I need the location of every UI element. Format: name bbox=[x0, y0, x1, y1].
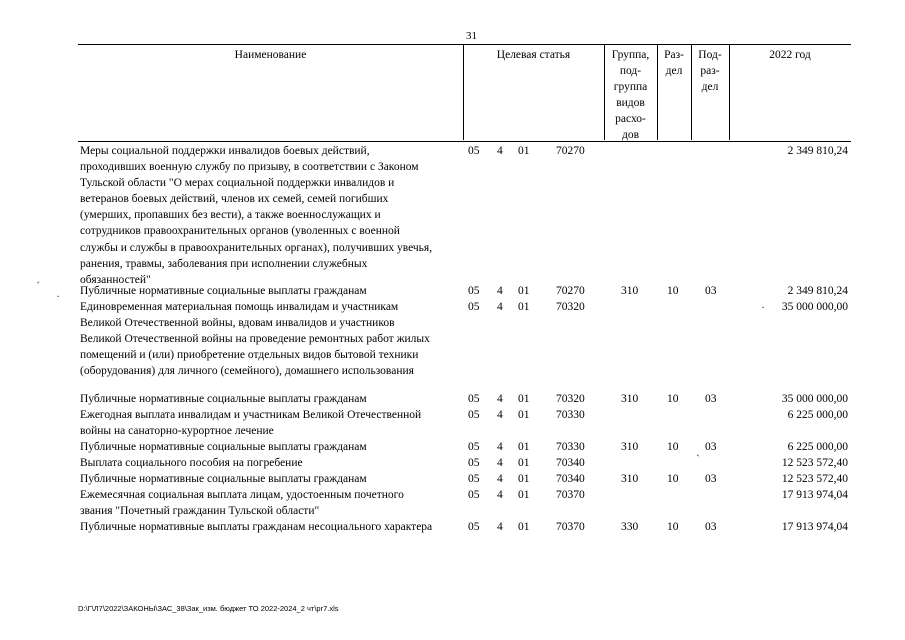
header-section: Раз- дел bbox=[664, 49, 684, 77]
cell-amount-2022: 35 000 000,00 bbox=[781, 393, 848, 405]
cell-measure: 01 bbox=[518, 145, 530, 157]
cell-amount-2022: 35 000 000,00 bbox=[781, 301, 848, 313]
cell-program: 05 bbox=[468, 145, 480, 157]
cell-subprogram: 4 bbox=[497, 409, 503, 421]
scan-mark: · bbox=[56, 289, 60, 303]
cell-subprogram: 4 bbox=[497, 489, 503, 501]
cell-amount-2022: 17 913 974,04 bbox=[781, 489, 848, 501]
cell-amount-2022: 12 523 572,40 bbox=[781, 473, 848, 485]
cell-expense-group: 310 bbox=[621, 473, 639, 485]
header-group: Группа, под- группа видов расхо- дов bbox=[611, 49, 650, 141]
cell-subsection: 03 bbox=[705, 285, 717, 297]
cell-amount-2022: 17 913 974,04 bbox=[781, 521, 848, 533]
cell-measure: 01 bbox=[518, 441, 530, 453]
cell-amount-2022: 12 523 572,40 bbox=[781, 457, 848, 469]
cell-code: 70330 bbox=[556, 409, 585, 421]
row-name-line: Публичные нормативные выплаты гражданам несоциального характера bbox=[80, 521, 433, 533]
cell-measure: 01 bbox=[518, 489, 530, 501]
cell-subprogram: 4 bbox=[497, 285, 503, 297]
row-name bbox=[80, 439, 465, 455]
cell-section: 10 bbox=[667, 285, 679, 297]
row-name bbox=[80, 283, 465, 299]
row-name-line: Публичные нормативные социальные выплаты гражданам bbox=[80, 441, 367, 453]
cell-program: 05 bbox=[468, 393, 480, 405]
cell-expense-group: 310 bbox=[621, 441, 639, 453]
cell-amount-2022: 2 349 810,24 bbox=[787, 145, 848, 157]
cell-section: 10 bbox=[667, 521, 679, 533]
row-name-line: Единовременная материальная помощь инвалидам и участникам bbox=[80, 301, 399, 313]
cell-code: 70320 bbox=[556, 393, 585, 405]
row-name-line: ветеранов боевых действий, членов их семей, семей погибших bbox=[80, 193, 389, 206]
cell-section: 10 bbox=[667, 441, 679, 453]
row-name-line: (умерших, пропавших без вести), а также военнослужащих и bbox=[80, 209, 381, 222]
row-name-line: помещений и (или) приобретение отдельных видов бытовой техники bbox=[80, 349, 419, 362]
cell-measure: 01 bbox=[518, 409, 530, 421]
row-name bbox=[80, 391, 465, 407]
row-name-line: Меры социальной поддержки инвалидов боевых действий, bbox=[80, 145, 370, 157]
cell-subsection: 03 bbox=[705, 473, 717, 485]
cell-program: 05 bbox=[468, 301, 480, 313]
row-name-line: Великой Отечественной войны, вдовам инвалидов и участников bbox=[80, 317, 395, 330]
row-name-line: (оборудования) для личного (семейного), домашнего использования bbox=[80, 365, 414, 378]
cell-section: 10 bbox=[667, 473, 679, 485]
cell-expense-group: 310 bbox=[621, 285, 639, 297]
row-name-line: сотрудников правоохранительных органов (уволенных с военной bbox=[80, 225, 400, 238]
cell-measure: 01 bbox=[518, 285, 530, 297]
cell-amount-2022: 6 225 000,00 bbox=[787, 441, 848, 453]
cell-amount-2022: 2 349 810,24 bbox=[787, 285, 848, 297]
cell-code: 70370 bbox=[556, 489, 585, 501]
row-name bbox=[80, 455, 465, 471]
cell-subsection: 03 bbox=[705, 393, 717, 405]
page-number: 31 bbox=[466, 30, 477, 42]
cell-code: 70340 bbox=[556, 473, 585, 485]
row-name-line: обязанностей" bbox=[80, 273, 151, 286]
row-name-line: Ежемесячная социальная выплата лицам, удостоенным почетного bbox=[80, 489, 404, 501]
cell-subprogram: 4 bbox=[497, 393, 503, 405]
row-name bbox=[80, 407, 465, 439]
cell-code: 70330 bbox=[556, 441, 585, 453]
row-name-line: войны на санаторно-курортное лечение bbox=[80, 425, 274, 438]
row-name-line: проходивших военную службу по призыву, в соответствии с Законом bbox=[80, 161, 419, 174]
scan-mark: ´ bbox=[36, 279, 40, 293]
cell-program: 05 bbox=[468, 521, 480, 533]
cell-subprogram: 4 bbox=[497, 301, 503, 313]
file-path-footer: D:\Г\Л7\2022\ЗАКОНЫ\ЗАС_38\Зак_изм. бюджет ТО 2022-2024_2 чт\pr7.xls bbox=[78, 604, 339, 613]
row-name-line: Тульской области "О мерах социальной поддержки инвалидов и bbox=[80, 177, 395, 190]
cell-expense-group: 310 bbox=[621, 393, 639, 405]
cell-subprogram: 4 bbox=[497, 145, 503, 157]
row-name bbox=[80, 487, 465, 519]
cell-section: 10 bbox=[667, 393, 679, 405]
scan-mark: · bbox=[761, 300, 765, 314]
cell-program: 05 bbox=[468, 489, 480, 501]
row-name bbox=[80, 519, 465, 535]
cell-program: 05 bbox=[468, 457, 480, 469]
cell-measure: 01 bbox=[518, 301, 530, 313]
header-year: 2022 год bbox=[769, 49, 811, 61]
row-name bbox=[80, 143, 465, 288]
row-name bbox=[80, 299, 465, 379]
cell-program: 05 bbox=[468, 441, 480, 453]
header-name: Наименование bbox=[234, 49, 307, 61]
cell-subsection: 03 bbox=[705, 521, 717, 533]
scan-mark: ` bbox=[696, 452, 700, 466]
row-name-line: Ежегодная выплата инвалидам и участникам Великой Отечественной bbox=[80, 409, 422, 421]
cell-code: 70340 bbox=[556, 457, 585, 469]
row-name-line: Публичные нормативные социальные выплаты гражданам bbox=[80, 473, 367, 485]
cell-subsection: 03 bbox=[705, 441, 717, 453]
cell-program: 05 bbox=[468, 285, 480, 297]
cell-code: 70270 bbox=[556, 145, 585, 157]
cell-code: 70270 bbox=[556, 285, 585, 297]
cell-subprogram: 4 bbox=[497, 473, 503, 485]
row-name-line: Публичные нормативные социальные выплаты гражданам bbox=[80, 393, 367, 405]
header-target: Целевая статья bbox=[496, 49, 571, 61]
row-name-line: звания "Почетный гражданин Тульской области" bbox=[80, 505, 320, 518]
row-name-line: службы и службы в правоохранительных органах), получивших увечья, bbox=[80, 241, 433, 254]
cell-program: 05 bbox=[468, 473, 480, 485]
row-name bbox=[80, 471, 465, 487]
cell-code: 70320 bbox=[556, 301, 585, 313]
cell-amount-2022: 6 225 000,00 bbox=[787, 409, 848, 421]
cell-subprogram: 4 bbox=[497, 457, 503, 469]
cell-measure: 01 bbox=[518, 393, 530, 405]
cell-code: 70370 bbox=[556, 521, 585, 533]
cell-measure: 01 bbox=[518, 521, 530, 533]
row-name-line: Великой Отечественной войны на проведение ремонтных работ жилых bbox=[80, 333, 430, 346]
cell-program: 05 bbox=[468, 409, 480, 421]
row-name-line: Выплата социального пособия на погребение bbox=[80, 457, 303, 469]
cell-expense-group: 330 bbox=[621, 521, 639, 533]
cell-subprogram: 4 bbox=[497, 521, 503, 533]
cell-measure: 01 bbox=[518, 457, 530, 469]
cell-subprogram: 4 bbox=[497, 441, 503, 453]
row-name-line: ранения, травмы, заболевания при исполнении служебных bbox=[80, 257, 368, 270]
row-name-line: Публичные нормативные социальные выплаты гражданам bbox=[80, 285, 367, 297]
cell-measure: 01 bbox=[518, 473, 530, 485]
header-subsection: Под- раз- дел bbox=[698, 49, 722, 93]
